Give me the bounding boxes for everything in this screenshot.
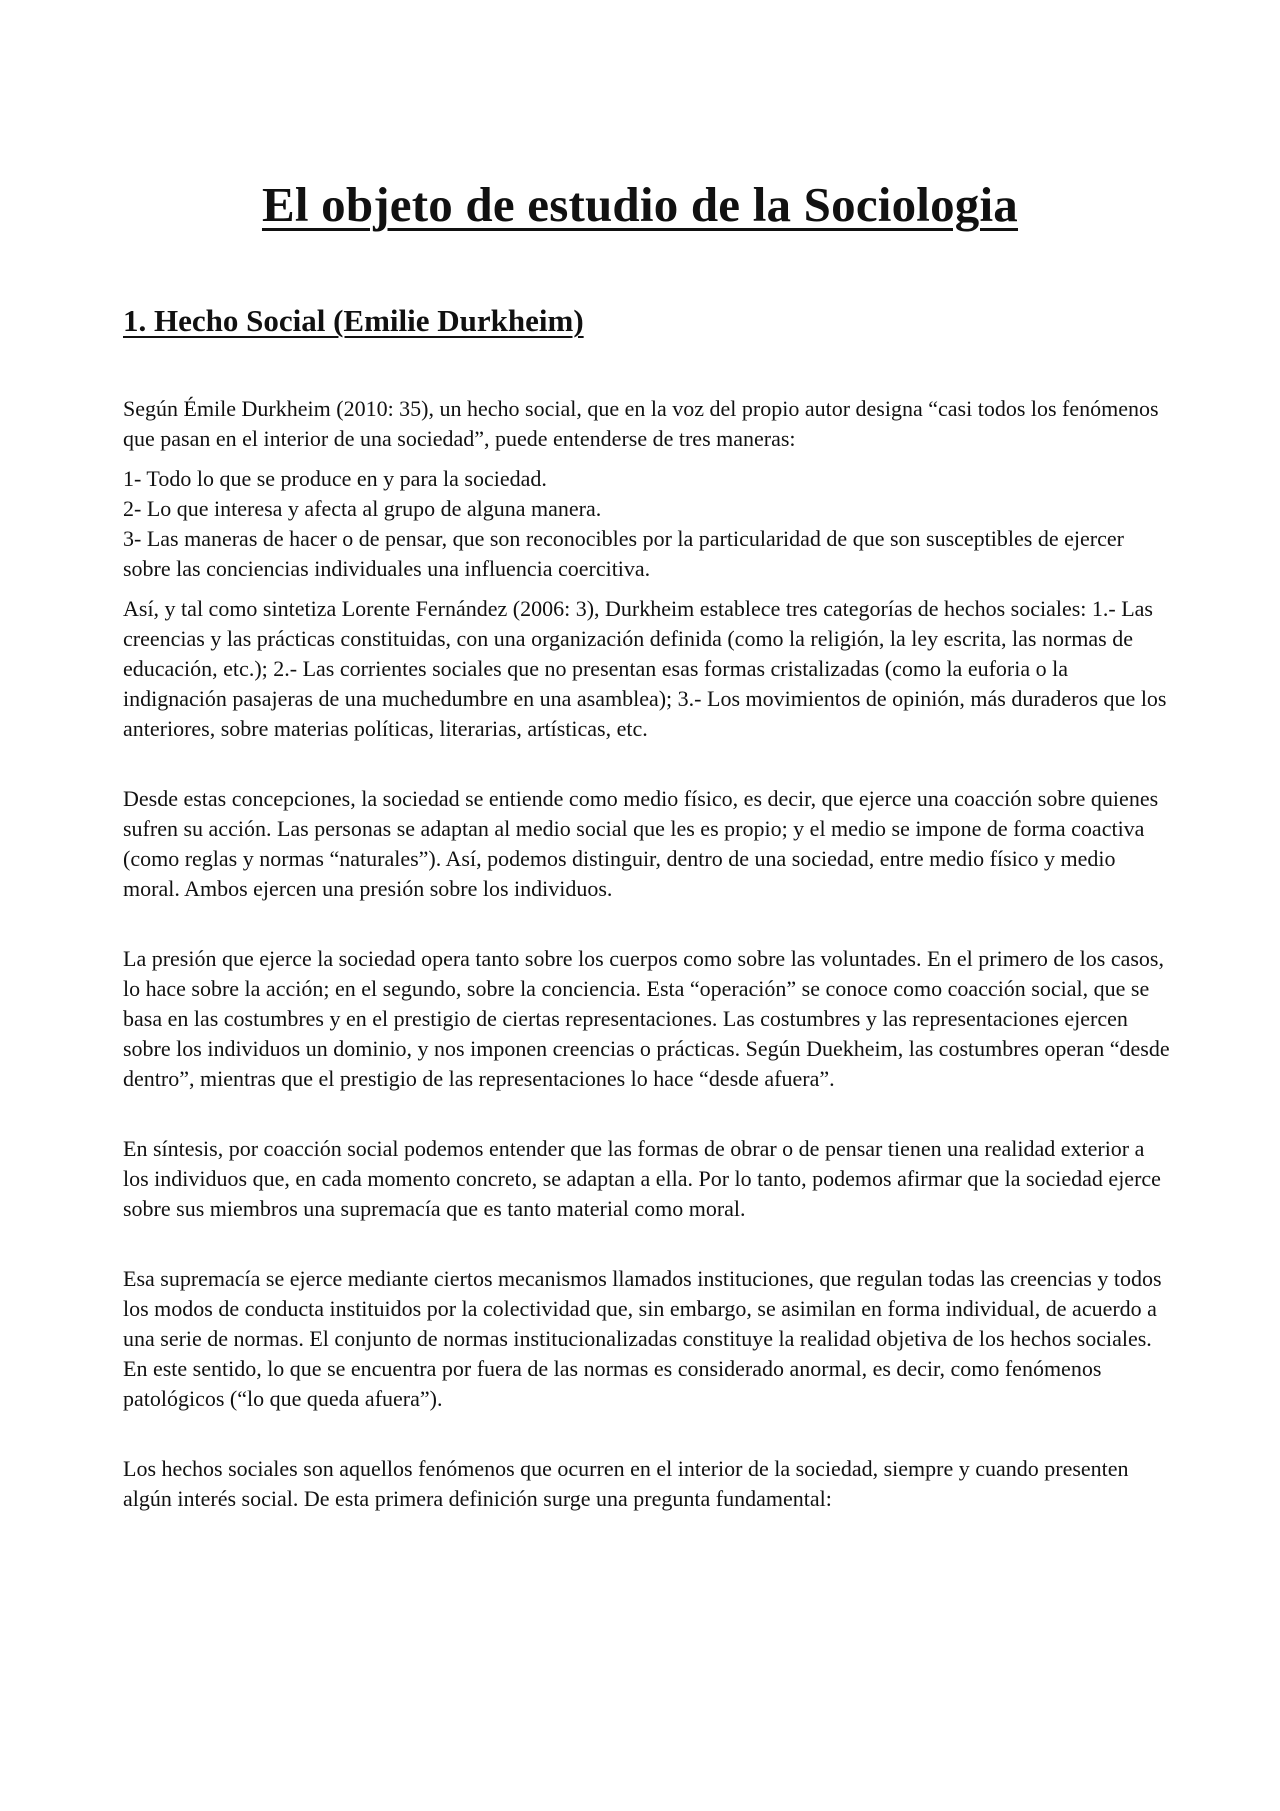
document-body — [123, 394, 1173, 1514]
list-item-2: 2- Lo que interesa y afecta al grupo de alguna manera. — [123, 496, 602, 521]
list-item-1: 1- Todo lo que se produce en y para la sociedad. — [123, 466, 547, 491]
paragraph-presion: La presión que ejerce la sociedad opera tanto sobre los cuerpos como sobre las voluntades. En el primero de los casos, lo hace sobre la acción; en el segundo, sobre la conciencia. Esta “operación” se conoce como coacción social, que se basa en las costumbres y en el prestigio de ciertas representaciones. Las costumbres y las representaciones ejercen sobre los individuos un dominio, y nos imponen creencias o prácticas. Según Duekheim, las costumbres operan “desde dentro”, mientras que el prestigio de las representaciones lo hace “desde afuera”. — [123, 946, 1170, 1091]
paragraph-categories: Así, y tal como sintetiza Lorente Fernández (2006: 3), Durkheim establece tres categorías de hechos sociales: 1.- Las creencias y las prácticas constituidas, con una organización definida (como la religión, la ley escrita, las normas de educación, etc.); 2.- Las corrientes sociales que no presentan esas formas cristalizadas (como la euforia o la indignación pasajeras de una muchedumbre en una asamblea); 3.- Los movimientos de opinión, más duraderos que los anteriores, sobre materias políticas, literarias, artísticas, etc. — [123, 596, 1167, 741]
paragraph-instituciones: Esa supremacía se ejerce mediante ciertos mecanismos llamados instituciones, que regulan todas las creencias y todos los modos de conducta instituidos por la colectividad que, sin embargo, se asimilan en forma individual, de acuerdo a una serie de normas. El conjunto de normas institucionalizadas constituye la realidad objetiva de los hechos sociales. En este sentido, lo que se encuentra por fuera de las normas es considerado anormal, es decir, como fenómenos patológicos (“lo que queda afuera”). — [123, 1266, 1162, 1411]
section-heading: 1. Hecho Social (Emilie Durkheim) — [123, 303, 584, 338]
paragraph-intro: Según Émile Durkheim (2010: 35), un hecho social, que en la voz del propio autor designa “casi todos los fenómenos que pasan en el interior de una sociedad”, puede entenderse de tres maneras: — [123, 396, 1159, 451]
document-title: El objeto de estudio de la Sociologia — [261, 177, 1019, 232]
paragraph-sintesis: En síntesis, por coacción social podemos entender que las formas de obrar o de pensar tienen una realidad exterior a los individuos que, en cada momento concreto, se adaptan a ella. Por lo tanto, podemos afirmar que la sociedad ejerce sobre sus miembros una supremacía que es tanto material como moral. — [123, 1136, 1161, 1221]
paragraph-medio: Desde estas concepciones, la sociedad se entiende como medio físico, es decir, que ejerce una coacción sobre quienes sufren su acción. Las personas se adaptan al medio social que les es propio; y el medio se impone de forma coactiva (como reglas y normas “naturales”). Así, podemos distinguir, dentro de una sociedad, entre medio físico y medio moral. Ambos ejercen una presión sobre los individuos. — [123, 786, 1159, 901]
paragraph-hechos: Los hechos sociales son aquellos fenómenos que ocurren en el interior de la sociedad, siempre y cuando presenten algún interés social. De esta primera definición surge una pregunta fundamental: — [123, 1456, 1129, 1511]
list-item-3: 3- Las maneras de hacer o de pensar, que son reconocibles por la particularidad de que son susceptibles de ejercer sobre las conciencias individuales una influencia coercitiva. — [123, 526, 1124, 581]
